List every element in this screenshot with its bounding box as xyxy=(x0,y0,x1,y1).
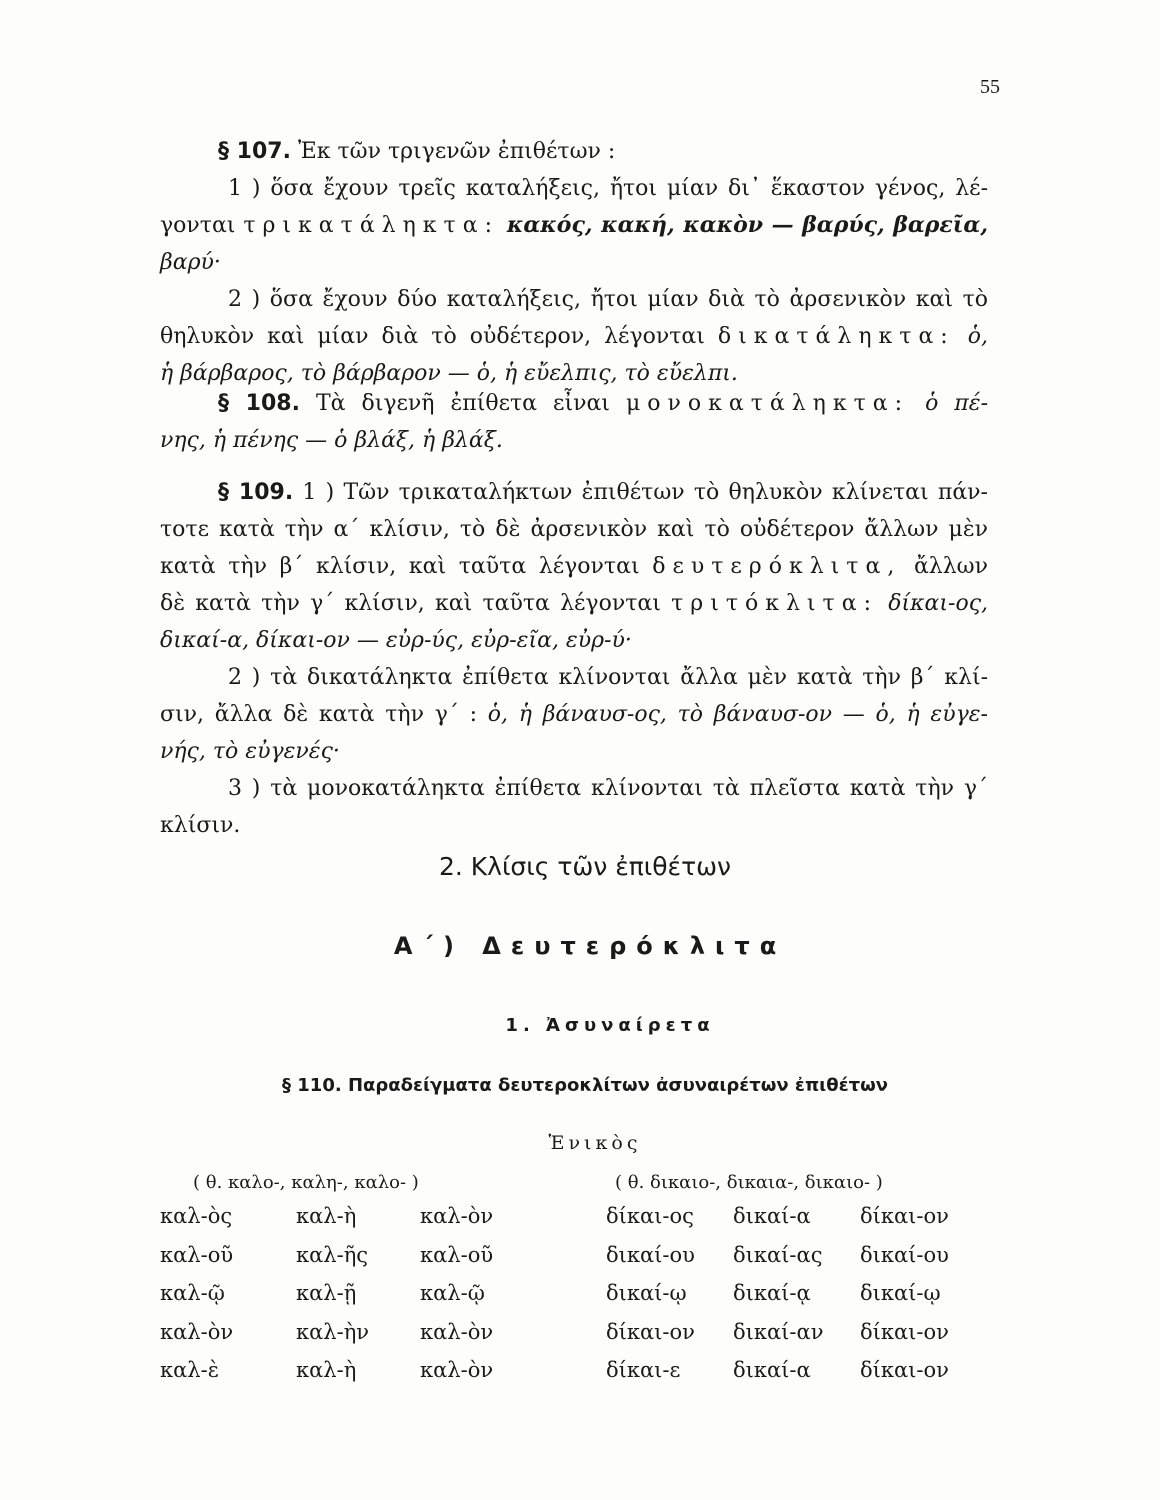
table-cell: δικαί-ᾳ xyxy=(733,1281,811,1305)
table-cell: δικαί-ας xyxy=(733,1242,823,1267)
paragraph-line: νης, ἡ πένης — ὁ βλάξ, ἡ βλάξ. xyxy=(160,428,503,453)
table-cell: δίκαι-ον xyxy=(860,1319,949,1344)
table-cell: καλ-ὸν xyxy=(420,1358,494,1382)
paragraph-line: 3 ) τὰ μονοκατάληκτα ἐπίθετα κλίνονται τὰ πλεῖστα κατὰ τὴν γ΄ xyxy=(228,776,988,801)
section-number: § 109. xyxy=(218,480,294,505)
paragraph-line: κλίσιν. xyxy=(160,813,241,838)
paragraph-line xyxy=(160,696,988,733)
paragraph-line xyxy=(160,385,988,422)
table-cell: καλ-ὴν xyxy=(296,1319,370,1344)
table-cell: δίκαι-ε xyxy=(606,1358,681,1382)
subsection-heading: 1. Ἀσυναίρετα xyxy=(505,1015,715,1036)
table-cell: καλ-ῷ xyxy=(420,1281,485,1305)
table-cell: καλ-ὸν xyxy=(420,1319,494,1344)
table-cell: καλ-ῷ xyxy=(160,1281,225,1305)
section-number: § 107. xyxy=(218,139,291,164)
text-span: κατὰ τὴν β΄ κλίσιν, καὶ ταῦτα λέγονται xyxy=(160,554,640,579)
table-cell: καλ-οῦ xyxy=(420,1242,494,1267)
table-cell: δίκαι-ον xyxy=(860,1358,949,1382)
section-intro: Ἐκ τῶν τριγενῶν ἐπιθέτων : xyxy=(297,139,616,164)
example-words: κακός, κακή, κακὸν — βαρύς, βαρεῖα, xyxy=(506,212,988,238)
spaced-term: μονοκατάληκτα: xyxy=(625,391,910,416)
table-cell: καλ-ὴ xyxy=(296,1358,357,1382)
paragraph-line: νής, τὸ εὐγενές· xyxy=(160,739,340,764)
text-span: ἄλλων xyxy=(913,554,988,579)
table-cell: δικαί-ῳ xyxy=(606,1281,687,1305)
table-cell: καλ-ὸν xyxy=(420,1204,494,1228)
table-cell: καλ-ὲ xyxy=(160,1358,219,1382)
table-cell: καλ-ῇ xyxy=(296,1281,357,1305)
section-110-title: § 110. Παραδείγματα δευτεροκλίτων ἀσυναιρέτων ἐπιθέτων xyxy=(282,1075,888,1096)
paragraph-line: τοτε κατὰ τὴν α΄ κλίσιν, τὸ δὲ ἀρσενικὸν καὶ τὸ οὐδέτερον ἄλλων μὲν xyxy=(160,517,988,542)
section-number: § 108. xyxy=(218,391,300,416)
chapter-heading: 2. Κλίσις τῶν ἐπιθέτων xyxy=(438,852,732,881)
text-span: θηλυκὸν καὶ μίαν διὰ τὸ οὐδέτερον, λέγονται xyxy=(160,324,705,349)
paragraph-line xyxy=(160,548,988,585)
page-number: 55 xyxy=(980,76,1000,98)
paragraph-line xyxy=(160,318,988,355)
table-cell: δικαί-αν xyxy=(733,1319,824,1344)
table-cell: δικαί-α xyxy=(733,1204,811,1228)
text-span: σιν, ἄλλα δὲ κατὰ τὴν γ΄ : xyxy=(160,702,478,727)
table-cell: καλ-οῦ xyxy=(160,1242,234,1267)
table-cell: δικαί-α xyxy=(733,1358,811,1382)
paragraph-line xyxy=(160,207,988,244)
example-words: ὁ πέ- xyxy=(925,391,989,416)
spaced-term: τρικατάληκτα: xyxy=(243,213,499,238)
example-words: ὁ, ἡ βάναυσ-ος, τὸ βάναυσ-ον — ὁ, ἡ εὐγε- xyxy=(487,702,988,727)
table-cell: δικαί-ου xyxy=(860,1242,949,1267)
table-cell: καλ-ὸς xyxy=(160,1204,233,1228)
table-cell: δίκαι-ον xyxy=(860,1204,949,1228)
text-span: δὲ κατὰ τὴν γ΄ κλίσιν, καὶ ταῦτα λέγονται xyxy=(160,591,661,616)
text-span: Τὰ διγενῆ ἐπίθετα εἶναι xyxy=(315,391,610,416)
paragraph-line: δικαί-α, δίκαι-ον — εὐρ-ύς, εὐρ-εῖα, εὐρ-ύ· xyxy=(160,628,632,653)
paragraph-line xyxy=(160,474,988,511)
table-cell: καλ-ὴ xyxy=(296,1204,357,1228)
number-label: Ἑνικὸς xyxy=(548,1132,642,1154)
table-cell: καλ-ῆς xyxy=(296,1242,369,1267)
table-cell: δίκαι-ον xyxy=(606,1319,695,1344)
paragraph-line: 2 ) τὰ δικατάληκτα ἐπίθετα κλίνονται ἄλλα μὲν κατὰ τὴν β΄ κλί- xyxy=(228,665,988,690)
text-span: γονται xyxy=(160,213,236,238)
example-words: δίκαι-ος, xyxy=(888,591,989,616)
paragraph-line xyxy=(160,585,988,622)
spaced-term: δικατάληκτα: xyxy=(717,324,955,349)
section-107 xyxy=(160,133,988,392)
section-108 xyxy=(160,385,988,459)
paragraph-line: 1 ) ὅσα ἔχουν τρεῖς καταλήξεις, ἤτοι μίαν δι᾽ ἕκαστον γένος, λέ- xyxy=(228,176,988,201)
table-cell: δικαί-ῳ xyxy=(860,1281,941,1305)
section-109 xyxy=(160,474,988,844)
table-cell: δίκαι-ος xyxy=(606,1204,694,1228)
table-cell: καλ-ὸν xyxy=(160,1319,234,1344)
spaced-term: τριτόκλιτα: xyxy=(671,591,878,616)
text-span: 1 ) Τῶν τρικαταλήκτων ἐπιθέτων τὸ θηλυκὸν κλίνεται πάν- xyxy=(302,480,988,505)
theme-right: ( θ. δικαιο-, δικαια-, δικαιο- ) xyxy=(615,1172,883,1193)
paragraph-line: 2 ) ὅσα ἔχουν δύο καταλήξεις, ἤτοι μίαν διὰ τὸ ἀρσενικὸν καὶ τὸ xyxy=(228,287,988,312)
example-words: ὁ, xyxy=(967,324,988,349)
paragraph-line: βαρύ· xyxy=(160,250,221,275)
subchapter-heading: Α΄) Δευτερόκλιτα xyxy=(393,932,787,960)
paragraph-line: ἡ βάρβαρος, τὸ βάρβαρον — ὁ, ἡ εὔελπις, τὸ εὔελπι. xyxy=(160,361,738,386)
theme-left: ( θ. καλο-, καλη-, καλο- ) xyxy=(193,1172,419,1193)
spaced-term: δευτερόκλιτα, xyxy=(652,554,902,579)
table-cell: δικαί-ου xyxy=(606,1242,695,1267)
